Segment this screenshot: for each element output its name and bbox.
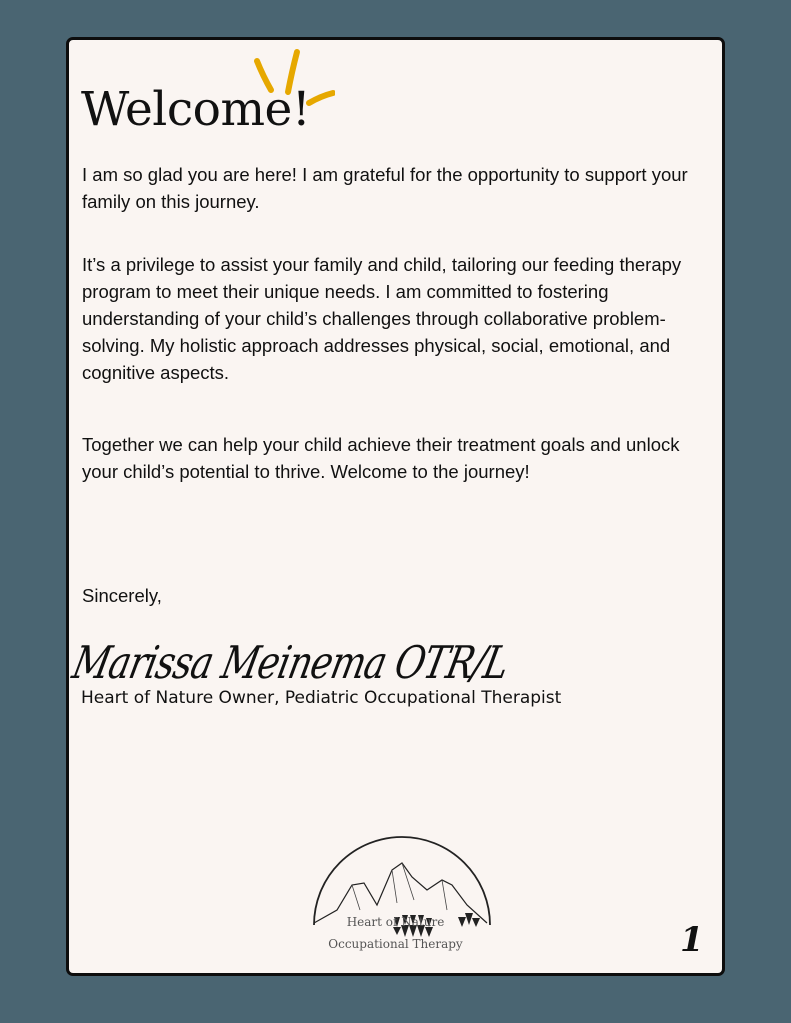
logo-name: Heart of Nature	[346, 915, 445, 929]
paragraph-goals: Together we can help your child achieve their treatment goals and unlock your child’s potential to thrive. Welcome to the journey!	[82, 434, 680, 482]
letter-page	[66, 37, 725, 976]
signer-title: Heart of Nature Owner, Pediatric Occupational Therapist	[81, 688, 562, 708]
signature: Marissa Meinema OTR/L	[68, 638, 513, 690]
page-title: Welcome!	[81, 82, 311, 137]
page-number: 1	[680, 920, 704, 960]
closing-text: Sincerely,	[82, 585, 162, 606]
paragraph-intro: I am so glad you are here! I am grateful for the opportunity to support your family on this journey.	[82, 164, 688, 212]
paragraph-approach: It’s a privilege to assist your family and child, tailoring our feeding therapy program to meet their unique needs. I am committed to fostering understanding of your child’s challenges through collaborative problem-solving. My holistic approach addresses physical, social, emotional, and cognitive aspects.	[82, 254, 682, 383]
logo-subtitle: Occupational Therapy	[328, 937, 463, 951]
